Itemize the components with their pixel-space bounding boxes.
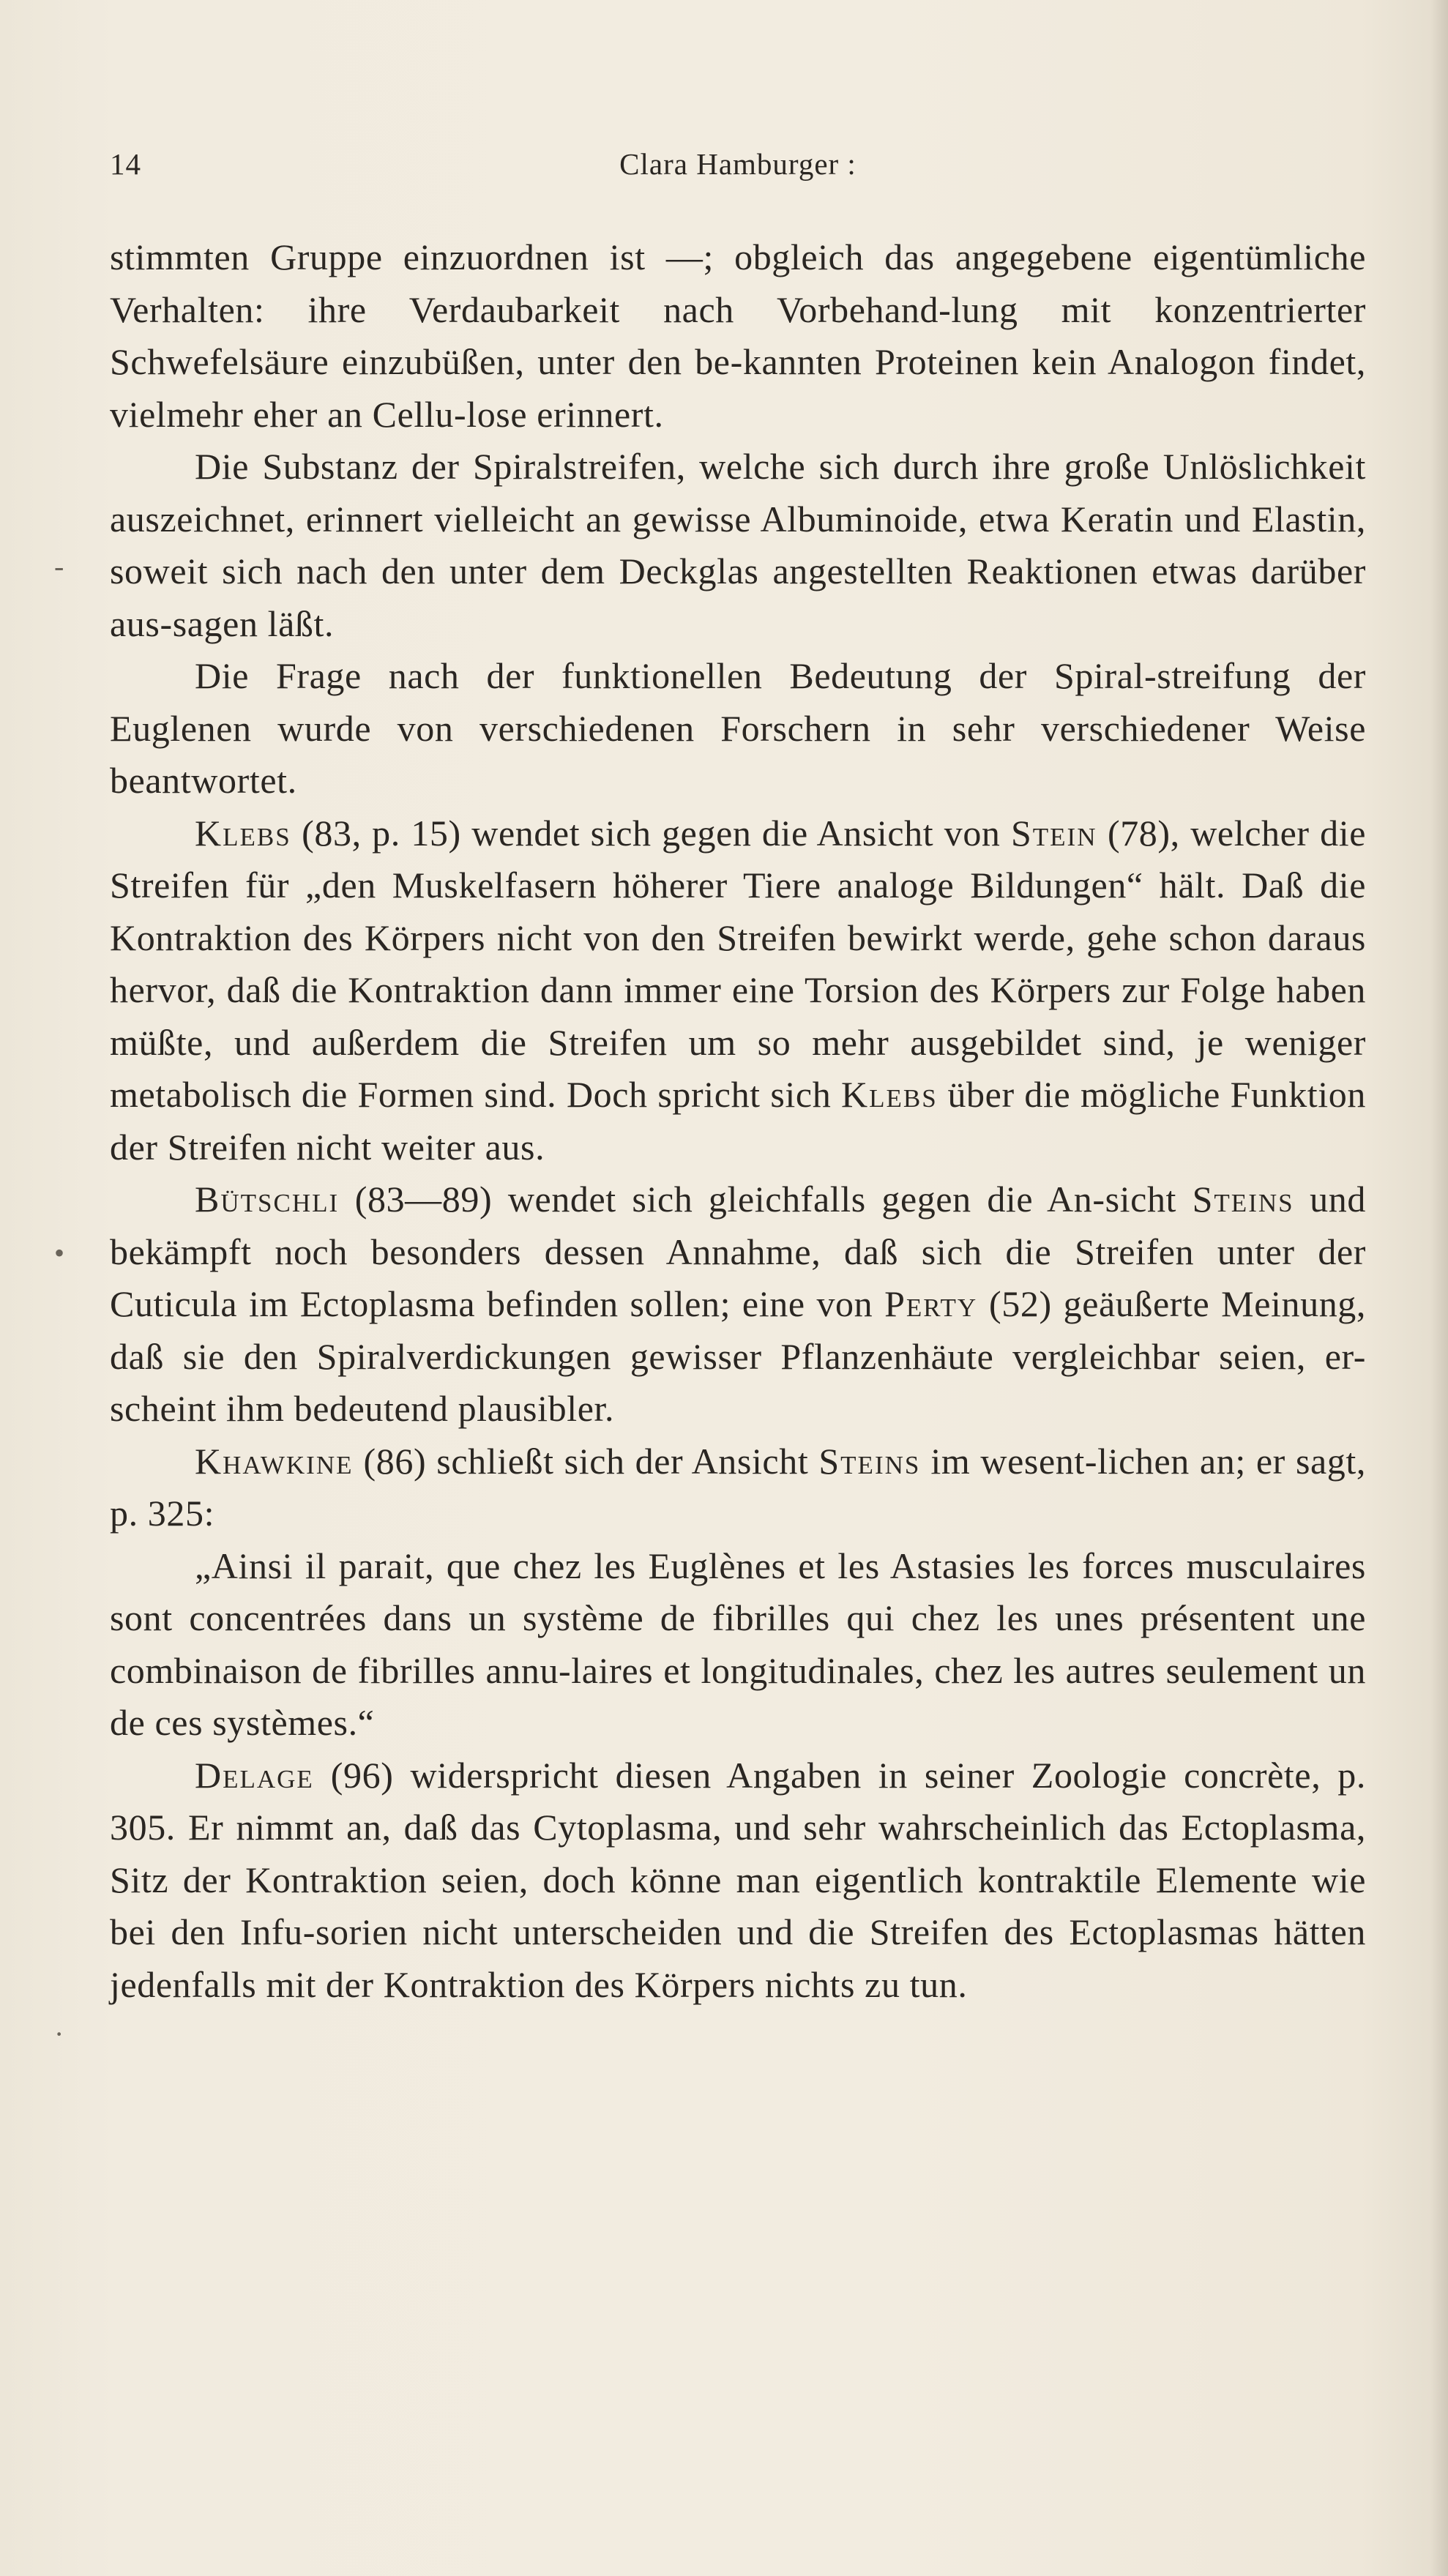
paragraph-text: Die Frage nach der funktionellen Bedeutung der Spiral-streifung der Euglenen wurde von verschiedenen Forschern in sehr verschiedener Weise beantwortet.	[110, 655, 1366, 801]
running-head: Clara Hamburger :	[619, 147, 857, 181]
paragraph-text: stimmten Gruppe einzuordnen ist —; obgleich das angegebene eigentümliche Verhalten: ihre Verdaubarkeit nach Vorbehand-lung mit konzentrierter Schwefelsäure einzubüßen, unter den be-kannten Proteinen kein Analogon findet, vielmehr eher an Cellu-lose erinnert.	[110, 236, 1366, 435]
paragraph	[110, 650, 1366, 807]
paragraph	[110, 231, 1366, 441]
paragraph	[110, 1436, 1366, 1540]
author-name: Steins	[1192, 1179, 1294, 1220]
author-name: Klebs	[195, 812, 291, 854]
page-header	[110, 146, 1366, 198]
author-name: Stein	[1010, 812, 1097, 854]
author-name: Steins	[818, 1440, 921, 1482]
paragraph-text: (86) schließt sich der Ansicht	[353, 1440, 819, 1482]
quotation-paragraph	[110, 1540, 1366, 1750]
body-text	[110, 231, 1366, 2011]
paragraph-text: im wesent-lichen an; er sagt, p. 325:	[110, 1440, 1367, 1534]
paragraph-text: (83, p. 15) wendet sich gegen die Ansicht von	[291, 812, 1011, 854]
paragraph	[110, 441, 1366, 650]
margin-mark: ·	[54, 2017, 64, 2050]
paragraph-text: über die mögliche Funktion der Streifen nicht weiter aus.	[110, 1074, 1366, 1168]
page-number: 14	[110, 147, 141, 181]
author-name: Khawkine	[195, 1440, 354, 1482]
margin-mark: -	[54, 550, 64, 583]
paragraph-text: „Ainsi il parait, que chez les Euglènes et les Astasies les forces musculaires sont concentrées dans un système de fibrilles qui chez les unes présentent une combinaison de fibrilles annu-laires et longitudinales, chez les autres seulement un de ces systèmes.“	[110, 1545, 1366, 1743]
margin-mark: •	[54, 1236, 65, 1269]
paragraph-text: (96) widerspricht diesen Angaben in seiner Zoologie concrète, p. 305. Er nimmt an, daß das Cytoplasma, und sehr wahrscheinlich das Ectoplasma, Sitz der Kontraktion seien, doch könne man eigentlich kontraktile Elemente wie bei den Infu-sorien nicht unterscheiden und die Streifen des Ectoplasmas hätten jedenfalls mit der Kontraktion des Körpers nichts zu tun.	[110, 1754, 1366, 2005]
author-name: Bütschli	[195, 1179, 340, 1220]
paragraph-text: (83—89) wendet sich gleichfalls gegen die An-sicht	[339, 1179, 1193, 1220]
page-edge-shadow	[1430, 0, 1448, 2576]
paragraph	[110, 1750, 1366, 2012]
paragraph-text: und bekämpft noch besonders dessen Annahme, daß sich die Streifen unter der Cuticula im Ectoplasma befinden sollen; eine von	[110, 1179, 1366, 1324]
author-name: Delage	[195, 1754, 314, 1796]
author-name: Perty	[884, 1283, 978, 1324]
paragraph-text: (52) geäußerte Meinung, daß sie den Spiralverdickungen gewisser Pflanzenhäute vergleichbar seien, er-scheint ihm bedeutend plausibler.	[110, 1283, 1366, 1429]
author-name: Klebs	[841, 1074, 938, 1115]
paragraph-text: (78), welcher die Streifen für „den Muskelfasern höherer Tiere analoge Bildungen“ hält. Daß die Kontraktion des Körpers nicht von den Streifen bewirkt werde, gehe schon daraus hervor, daß die Kontraktion dann immer eine Torsion des Körpers zur Folge haben müßte, und außerdem die Streifen um so mehr ausgebildet sind, je weniger metabolisch die Formen sind. Doch spricht sich	[110, 812, 1366, 1115]
paragraph	[110, 807, 1366, 1174]
paragraph	[110, 1173, 1366, 1436]
paragraph-text: Die Substanz der Spiralstreifen, welche sich durch ihre große Unlöslichkeit auszeichnet, erinnert vielleicht an gewisse Albuminoide, etwa Keratin und Elastin, soweit sich nach den unter dem Deckglas angestellten Reaktionen etwas darüber aus-sagen läßt.	[110, 446, 1366, 644]
